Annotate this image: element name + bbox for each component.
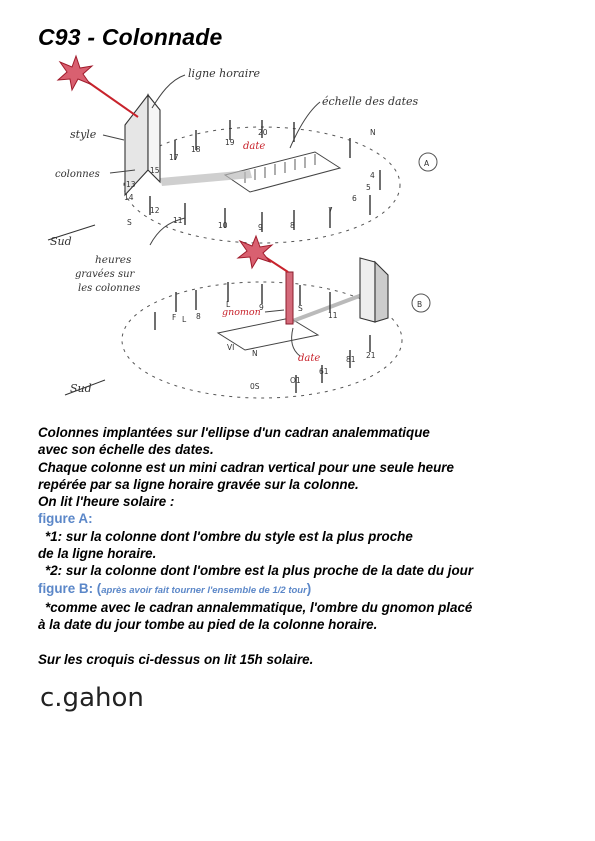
hour-a: 11 bbox=[173, 216, 183, 225]
svg-text:c.gahon: c.gahon bbox=[40, 683, 144, 713]
hour-b: N bbox=[252, 349, 258, 358]
label-sud-b: Sud bbox=[70, 382, 92, 395]
label-style: style bbox=[70, 128, 97, 141]
description-line: Sur les croquis ci-dessus on lit 15h solaire. bbox=[38, 651, 314, 667]
hour-a: 19 bbox=[225, 138, 235, 147]
colonnade-sketch bbox=[0, 0, 595, 420]
hour-a: 13 bbox=[126, 180, 136, 189]
hour-a: 15 bbox=[150, 166, 160, 175]
description bbox=[38, 424, 578, 668]
hour-a: 17 bbox=[169, 153, 179, 162]
page-title: C93 - Colonnade bbox=[38, 24, 223, 50]
hour-a: 12 bbox=[150, 206, 160, 215]
hour-a: 5 bbox=[366, 183, 371, 192]
figure-b-heading bbox=[38, 580, 578, 599]
hour-b: F bbox=[172, 313, 177, 322]
style-block-b bbox=[360, 258, 388, 322]
hour-b: L bbox=[226, 300, 231, 309]
sun-icon-a bbox=[58, 56, 92, 90]
hour-b: S bbox=[298, 304, 303, 313]
hour-b: O1 bbox=[290, 376, 301, 385]
hour-b: 0S bbox=[250, 382, 260, 391]
label-gnomon: gnomon bbox=[222, 307, 261, 318]
hour-a: 18 bbox=[191, 145, 201, 154]
description-line: *1: sur la colonne dont l'ombre du style est la plus proche bbox=[45, 528, 413, 544]
date-scale-ticks-a bbox=[245, 154, 315, 183]
description-line: *2: sur la colonne dont l'ombre est la plus proche de la date du jour bbox=[45, 563, 474, 579]
label-north: N bbox=[370, 128, 376, 137]
figure-b-colon: : bbox=[88, 580, 94, 596]
figure-a-label: figure A bbox=[38, 511, 89, 527]
description-line: Chaque colonne est un mini cadran vertical pour une seule heure bbox=[38, 459, 454, 475]
signature bbox=[38, 676, 148, 724]
figure-b-paren-close: ) bbox=[306, 580, 312, 596]
hour-a: 6 bbox=[352, 194, 357, 203]
marker-a-label: A bbox=[424, 159, 430, 168]
description-line: On lit l'heure solaire : bbox=[38, 494, 175, 510]
gnomon-b bbox=[286, 272, 293, 324]
figure-b-note: après avoir fait tourner l'ensemble de 1/2 tour bbox=[101, 584, 307, 596]
hour-b: 21 bbox=[366, 351, 376, 360]
description-line: Colonnes implantées sur l'ellipse d'un cadran analemmatique bbox=[38, 425, 430, 440]
sun-icon-b bbox=[238, 236, 272, 268]
label-echelle-dates: échelle des dates bbox=[322, 95, 419, 108]
figure-a-heading bbox=[38, 510, 578, 527]
hour-b: 8 bbox=[196, 312, 201, 321]
description-line: à la date du jour tombe au pied de la colonne horaire. bbox=[38, 617, 378, 633]
label-ligne-horaire: ligne horaire bbox=[188, 67, 260, 80]
figure-a-colon: : bbox=[88, 511, 93, 527]
label-south-s: S bbox=[127, 218, 132, 227]
label-heures-2: gravées sur bbox=[75, 269, 135, 280]
description-line: repérée par sa ligne horaire gravée sur la colonne. bbox=[38, 476, 359, 492]
hour-b: VI bbox=[227, 343, 235, 352]
hour-b: 61 bbox=[319, 367, 329, 376]
hour-a: 8 bbox=[290, 221, 295, 230]
hour-a: 4 bbox=[370, 171, 375, 180]
hour-a: 9 bbox=[258, 223, 263, 232]
description-line: *comme avec le cadran annalemmatique, l'ombre du gnomon placé bbox=[45, 599, 473, 615]
label-heures-3: les colonnes bbox=[78, 283, 141, 294]
hour-a: 14 bbox=[124, 193, 134, 202]
hour-b: 11 bbox=[328, 311, 338, 320]
hour-a: 10 bbox=[218, 221, 228, 230]
marker-b-label: B bbox=[417, 300, 423, 309]
hour-a: 20 bbox=[258, 128, 268, 137]
label-date-a: date bbox=[243, 141, 266, 152]
label-colonnes: colonnes bbox=[55, 169, 100, 180]
label-heures-1: heures bbox=[95, 254, 132, 266]
hour-b: 9 bbox=[259, 303, 264, 312]
figure-b-label: figure B bbox=[38, 580, 89, 596]
description-line: avec son échelle des dates. bbox=[38, 442, 214, 458]
description-line: de la ligne horaire. bbox=[38, 546, 157, 562]
hour-b: 81 bbox=[346, 355, 356, 364]
figure-b-paren-open: ( bbox=[96, 580, 102, 596]
hour-a: 7 bbox=[328, 206, 333, 215]
label-date-b: date bbox=[298, 353, 321, 364]
label-sud-a: Sud bbox=[50, 235, 72, 248]
pointer-lines-b bbox=[265, 310, 300, 356]
columns-b bbox=[155, 282, 370, 393]
hour-b: L bbox=[182, 315, 187, 324]
